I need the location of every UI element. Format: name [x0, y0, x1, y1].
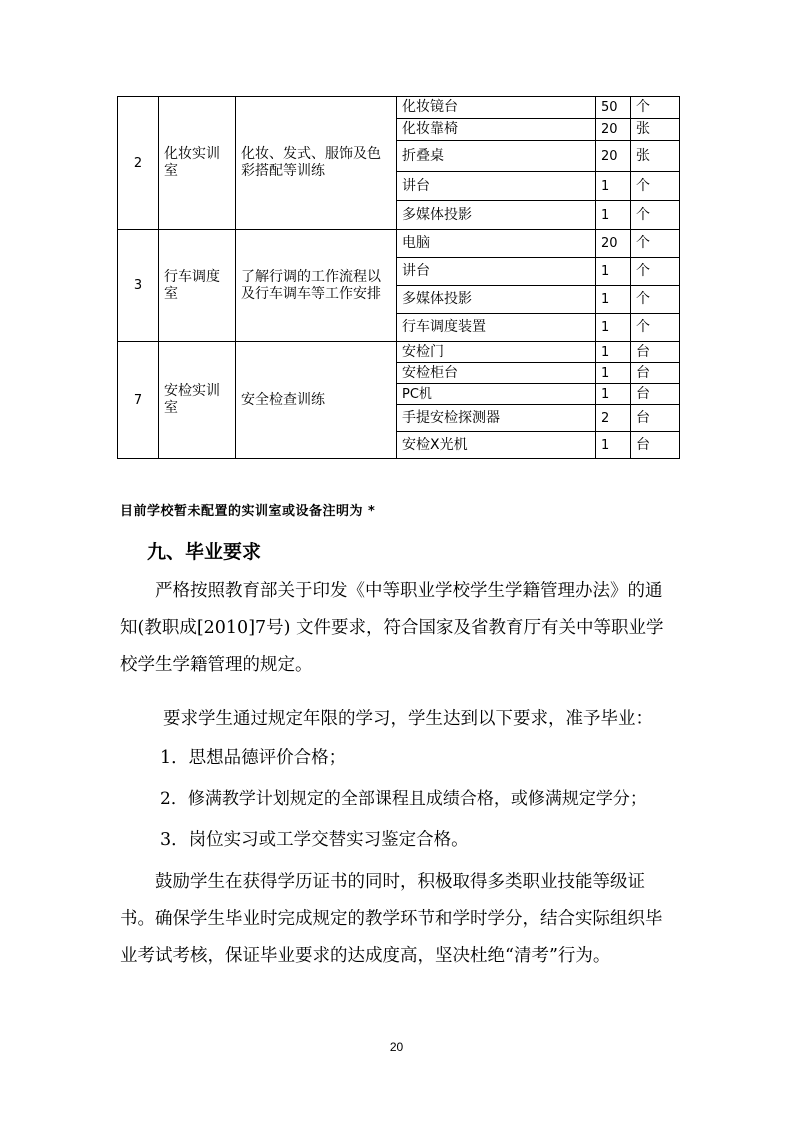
equipment-qty: 1 [596, 432, 631, 459]
room-purpose: 化妆、发式、服饰及色彩搭配等训练 [236, 97, 397, 230]
list-item: 2．修满教学计划规定的全部课程且成绩合格，或修满规定学分； [160, 789, 647, 809]
paragraph-requirements-intro: 要求学生通过规定年限的学习，学生达到以下要求，准予毕业： [163, 709, 653, 729]
table-row [118, 342, 680, 363]
equipment-qty: 1 [596, 342, 631, 363]
equipment-qty: 1 [596, 384, 631, 405]
equipment-qty: 1 [596, 258, 631, 286]
equipment-table [117, 96, 680, 459]
equipment-unit: 个 [631, 230, 680, 258]
equipment-name: 电脑 [397, 230, 596, 258]
equipment-qty: 20 [596, 141, 631, 172]
equipment-qty: 50 [596, 97, 631, 119]
equipment-unit: 张 [631, 119, 680, 141]
equipment-name: 讲台 [397, 172, 596, 201]
list-item: 1．思想品德评价合格； [160, 748, 347, 768]
equipment-name: 多媒体投影 [397, 286, 596, 314]
equipment-name: 安检X光机 [397, 432, 596, 459]
equipment-unit: 个 [631, 97, 680, 119]
equipment-name: 手提安检探测器 [397, 405, 596, 432]
equipment-unit: 个 [631, 201, 680, 230]
row-number: 7 [118, 342, 159, 459]
table-footnote: 目前学校暂未配置的实训室或设备注明为 * [120, 504, 376, 519]
room-name: 化妆实训室 [159, 97, 236, 230]
equipment-qty: 20 [596, 119, 631, 141]
equipment-name: 讲台 [397, 258, 596, 286]
equipment-qty: 1 [596, 363, 631, 384]
equipment-qty: 1 [596, 172, 631, 201]
equipment-qty: 20 [596, 230, 631, 258]
room-purpose: 了解行调的工作流程以及行车调车等工作安排 [236, 230, 397, 342]
equipment-unit: 个 [631, 258, 680, 286]
table-row [118, 97, 680, 119]
equipment-unit: 台 [631, 342, 680, 363]
equipment-qty: 1 [596, 286, 631, 314]
equipment-name: 多媒体投影 [397, 201, 596, 230]
equipment-name: PC机 [397, 384, 596, 405]
equipment-unit: 台 [631, 384, 680, 405]
room-name: 行车调度室 [159, 230, 236, 342]
equipment-unit: 台 [631, 405, 680, 432]
equipment-name: 行车调度装置 [397, 314, 596, 342]
list-item: 3．岗位实习或工学交替实习鉴定合格。 [160, 830, 469, 850]
equipment-unit: 个 [631, 286, 680, 314]
row-number: 2 [118, 97, 159, 230]
equipment-unit: 个 [631, 314, 680, 342]
equipment-name: 折叠桌 [397, 141, 596, 172]
equipment-unit: 个 [631, 172, 680, 201]
equipment-qty: 1 [596, 314, 631, 342]
room-purpose: 安全检查训练 [236, 342, 397, 459]
equipment-unit: 台 [631, 363, 680, 384]
equipment-name: 化妆镜台 [397, 97, 596, 119]
paragraph-encouragement: 鼓励学生在获得学历证书的同时，积极取得多类职业技能等级证书。确保学生毕业时完成规定的教学环节和学时学分，结合实际组织毕业考试考核，保证毕业要求的达成度高，坚决杜绝“清考”行为。 [120, 872, 663, 966]
equipment-name: 安检柜台 [397, 363, 596, 384]
equipment-unit: 台 [631, 432, 680, 459]
section-heading: 九、毕业要求 [147, 541, 262, 563]
equipment-name: 化妆靠椅 [397, 119, 596, 141]
equipment-qty: 2 [596, 405, 631, 432]
paragraph-policy: 严格按照教育部关于印发《中等职业学校学生学籍管理办法》的通知(教职成[2010]7号) 文件要求，符合国家及省教育厅有关中等职业学校学生学籍管理的规定。 [120, 581, 664, 675]
equipment-unit: 张 [631, 141, 680, 172]
equipment-qty: 1 [596, 201, 631, 230]
table-row [118, 230, 680, 258]
page-number: 20 [389, 1040, 404, 1054]
equipment-name: 安检门 [397, 342, 596, 363]
room-name: 安检实训室 [159, 342, 236, 459]
row-number: 3 [118, 230, 159, 342]
